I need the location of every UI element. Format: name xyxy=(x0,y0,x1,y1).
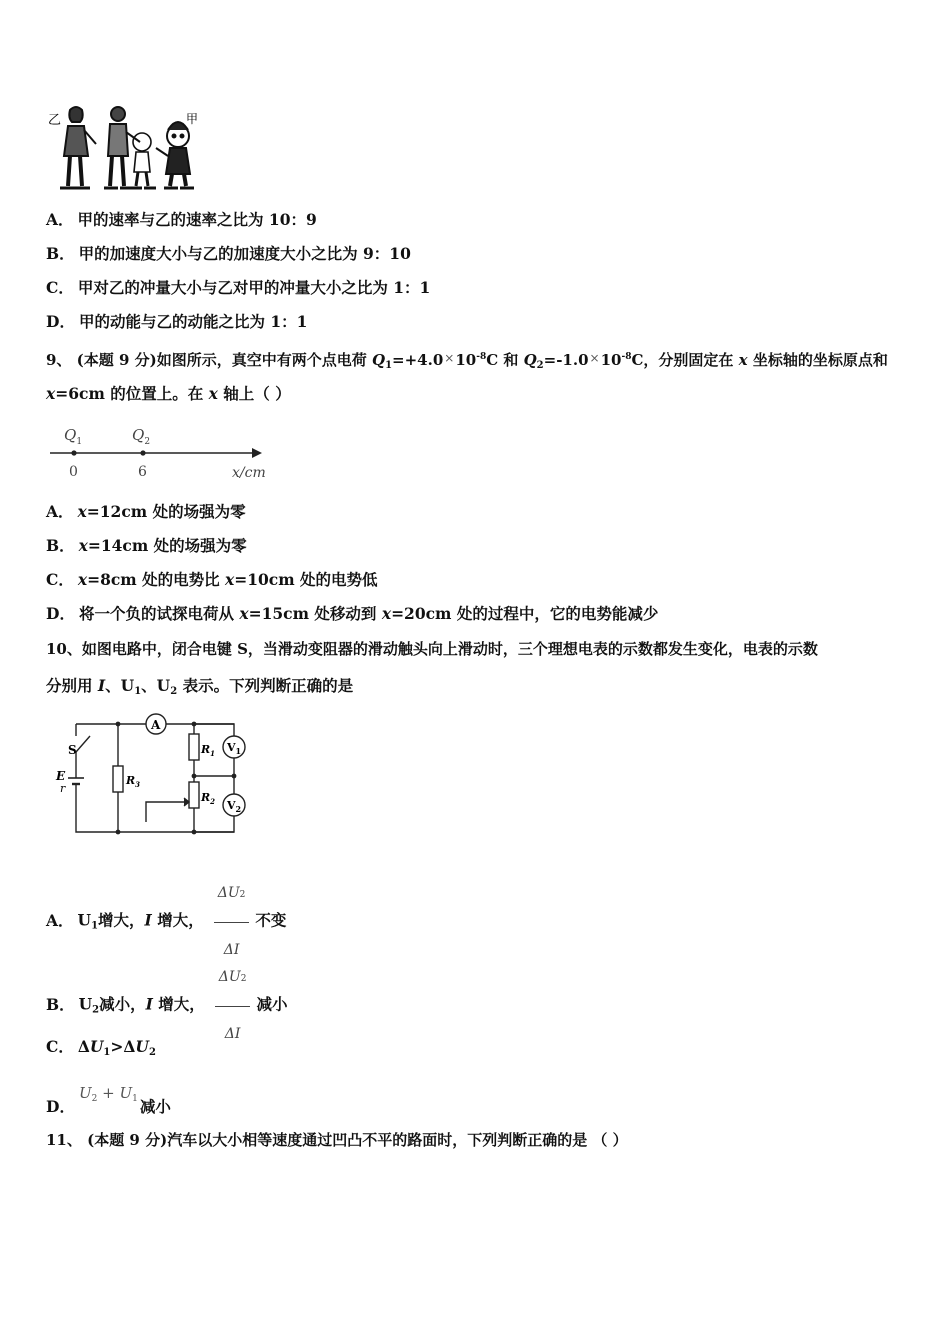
i-var: I xyxy=(97,676,106,695)
q8-option-b[interactable] xyxy=(46,244,411,264)
x-var: x xyxy=(77,502,87,521)
option-text: 甲的速率与乙的速率之比为 10：9 xyxy=(77,210,317,229)
q10-text: 、U xyxy=(105,676,135,695)
frac-denominator: ΔI xyxy=(224,1026,241,1042)
q2-value: =-1.0 xyxy=(543,351,589,369)
q9-text: C 和 xyxy=(486,351,524,369)
svg-text:R3 xyxy=(125,774,140,789)
x-var: x xyxy=(78,536,88,555)
q2-point xyxy=(140,450,145,455)
r2-label: R xyxy=(201,791,211,804)
option-text: 不变 xyxy=(255,910,287,930)
q10-number: 10、 xyxy=(46,640,82,658)
q9-text: C，分别固定在 xyxy=(631,351,739,369)
frac-denominator: ΔI xyxy=(223,942,240,958)
option-text: 甲对乙的冲量大小与乙对甲的冲量大小之比为 1：1 xyxy=(77,278,431,297)
x-var: x xyxy=(77,570,88,589)
ten: 10 xyxy=(600,351,622,369)
skaters-figure xyxy=(46,100,206,196)
axis-q2-label: Q xyxy=(132,426,145,444)
option-letter: D． xyxy=(46,1097,75,1116)
q11-text: 汽车以大小相等速度通过凹凸不平的路面时，下列判断正确的是 （ ） xyxy=(167,1131,628,1149)
q8-option-c[interactable] xyxy=(46,278,430,298)
axis-q1-label: Q xyxy=(64,426,77,444)
option-letter: B． xyxy=(46,536,75,555)
u-var: U xyxy=(119,1084,133,1102)
option-letter: D． xyxy=(46,604,75,623)
q11-number: 11、 xyxy=(46,1131,82,1149)
option-letter: D． xyxy=(46,312,75,331)
q9-option-d[interactable] xyxy=(46,604,658,624)
q10-text: 分别用 xyxy=(46,676,98,695)
q9-option-a[interactable] xyxy=(46,502,246,522)
i-var: I xyxy=(144,910,152,930)
label-jia: 甲 xyxy=(186,112,199,126)
x-var: x xyxy=(239,604,249,623)
x-var: x xyxy=(381,604,392,623)
option-text: =14cm 处的场强为零 xyxy=(87,536,247,555)
option-text: 减小 xyxy=(256,994,288,1014)
u-sub: 2 xyxy=(91,1094,98,1104)
q8-option-d[interactable] xyxy=(46,312,307,332)
option-text: 将一个负的试探电荷从 xyxy=(78,604,240,623)
axis-unit: x/cm xyxy=(232,465,266,481)
q9-stem-line1 xyxy=(46,347,888,376)
tick-6: 6 xyxy=(138,464,147,480)
q10-option-c[interactable] xyxy=(46,1037,156,1063)
delta: Δ xyxy=(77,1037,90,1056)
q11-tag: (本题 9 分) xyxy=(87,1131,168,1149)
u-var: U xyxy=(77,910,92,930)
plus-sign: + xyxy=(97,1084,120,1102)
v1-sub: 1 xyxy=(235,746,242,756)
u-sub: 2 xyxy=(92,1004,100,1016)
option-letter: A． xyxy=(46,210,74,229)
v2-label: V xyxy=(227,799,236,812)
frac-numerator: ΔU xyxy=(218,969,241,985)
circuit-diagram xyxy=(50,712,260,840)
u1-sub: 1 xyxy=(134,686,142,697)
r2-sub: 2 xyxy=(210,797,216,806)
q1-point xyxy=(71,450,76,455)
label-yi: 乙 xyxy=(48,113,62,128)
option-text: =15cm 处移动到 xyxy=(248,604,382,623)
fraction xyxy=(215,952,251,1059)
q9-text: 坐标轴的坐标原点和 xyxy=(747,351,888,369)
option-letter: A． xyxy=(46,910,74,930)
q9-text: =6cm 的位置上。在 xyxy=(55,384,209,403)
u-sub: 1 xyxy=(132,1094,138,1104)
q1-value: =+4.0 xyxy=(392,351,444,369)
x-var: x xyxy=(225,570,235,589)
option-letter: C． xyxy=(46,278,74,297)
q9-text: 轴上（ ） xyxy=(217,384,291,403)
q10-option-d[interactable] xyxy=(46,1070,171,1130)
option-text: 增大， xyxy=(152,994,205,1014)
u-var: U xyxy=(78,1084,92,1102)
x-var: x xyxy=(46,384,56,403)
times-sign: × xyxy=(589,351,600,365)
u2-sub: 2 xyxy=(170,686,178,697)
axis-q1-sub: 1 xyxy=(76,437,83,447)
option-letter: C． xyxy=(46,570,74,589)
option-text: 甲的动能与乙的动能之比为 1：1 xyxy=(78,312,308,331)
q9-stem-line2 xyxy=(46,384,291,404)
u-var: U xyxy=(135,1037,149,1056)
svg-text:R1 xyxy=(200,743,215,758)
q2-symbol: Q xyxy=(523,351,537,369)
q9-option-c[interactable] xyxy=(46,570,378,590)
x-var: x xyxy=(208,384,218,403)
q1-sub: 1 xyxy=(385,360,393,371)
q9-text: 如图所示，真空中有两个点电荷 xyxy=(156,351,372,369)
svg-text:R2 xyxy=(200,791,215,806)
frac-numerator: ΔU xyxy=(217,885,240,901)
tick-0: 0 xyxy=(69,464,78,480)
v1-label: V xyxy=(227,741,236,754)
svg-text:Q2 xyxy=(132,426,150,447)
u-sub: 1 xyxy=(91,920,99,932)
r3-label: R xyxy=(126,774,136,787)
i-var: I xyxy=(145,994,153,1014)
option-letter: B． xyxy=(46,994,75,1014)
exponent: -8 xyxy=(476,352,487,362)
option-text: 增大， xyxy=(151,910,204,930)
option-text: =20cm 处的过程中，它的电势能减少 xyxy=(391,604,659,623)
option-text: =8cm 处的电势比 xyxy=(87,570,225,589)
delta: Δ xyxy=(123,1037,136,1056)
sum-expression xyxy=(79,1070,138,1122)
v2-sub: 2 xyxy=(235,804,242,814)
q9-tag: (本题 9 分) xyxy=(76,351,157,369)
q10-stem-line1 xyxy=(46,639,818,659)
r1-sub: 1 xyxy=(210,749,216,758)
option-text: 甲的加速度大小与乙的加速度大小之比为 9：10 xyxy=(78,244,411,263)
r-label: r xyxy=(60,782,66,795)
option-letter: B． xyxy=(46,244,75,263)
times-sign: × xyxy=(444,351,455,365)
axis-figure xyxy=(46,420,286,486)
q10-stem-line2 xyxy=(46,676,353,702)
u-var: U xyxy=(78,994,93,1014)
frac-sub: 2 xyxy=(239,890,246,900)
option-text: =10cm 处的电势低 xyxy=(234,570,378,589)
gt-sign: > xyxy=(110,1037,124,1056)
r1-label: R xyxy=(201,743,211,756)
q9-number: 9、 xyxy=(46,351,72,369)
option-text: 减小， xyxy=(99,994,146,1014)
emf-label: E xyxy=(56,769,66,783)
q9-option-b[interactable] xyxy=(46,536,247,556)
option-text: =12cm 处的场强为零 xyxy=(86,502,246,521)
ten: 10 xyxy=(455,351,477,369)
q10-text: 、U xyxy=(141,676,171,695)
switch-label: S xyxy=(68,743,77,757)
frac-sub: 2 xyxy=(240,974,247,984)
q1-symbol: Q xyxy=(371,351,386,369)
u-sub: 1 xyxy=(103,1047,111,1058)
r3-sub: 3 xyxy=(135,780,141,789)
option-letter: A． xyxy=(46,502,74,521)
svg-text:Q1 xyxy=(64,426,82,447)
option-letter: C． xyxy=(46,1037,74,1056)
option-text: 增大， xyxy=(98,910,145,930)
u-sub: 2 xyxy=(148,1047,156,1058)
q10-text: 如图电路中，闭合电键 S，当滑动变阻器的滑动触头向上滑动时，三个理想电表的示数都发生变化，电表的示数 xyxy=(81,640,818,658)
option-text: 减小 xyxy=(139,1097,171,1116)
q10-text: 表示。下列判断正确的是 xyxy=(177,676,354,695)
q11-stem xyxy=(46,1130,628,1150)
ammeter-label: A xyxy=(151,718,161,732)
q8-option-a[interactable] xyxy=(46,210,317,230)
exponent: -8 xyxy=(621,352,632,362)
x-var: x xyxy=(738,351,748,369)
q2-sub: 2 xyxy=(536,360,544,371)
axis-q2-sub: 2 xyxy=(144,437,151,447)
u-var: U xyxy=(89,1037,104,1056)
